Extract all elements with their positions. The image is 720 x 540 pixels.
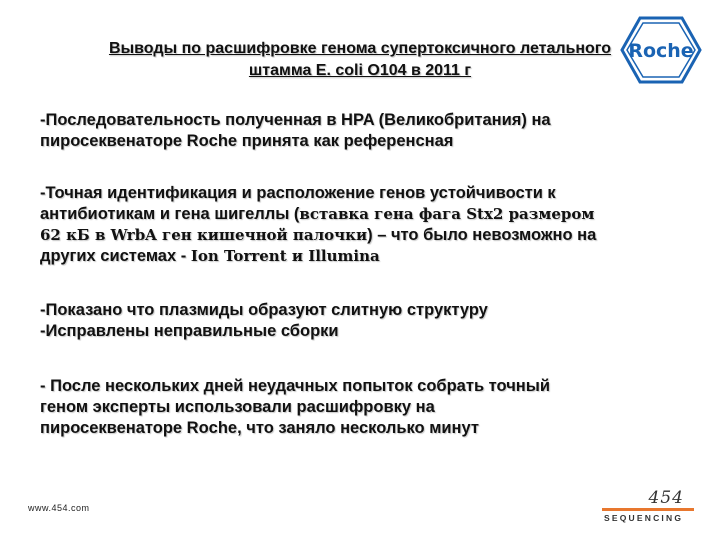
slide-title (30, 38, 690, 82)
paragraph-experts (40, 376, 690, 439)
p2-line-2b: вставка гена фага Stx2 размером (299, 205, 595, 223)
p2-line-1: -Точная идентификация и расположение генов устойчивости к (40, 184, 556, 202)
p3-line-1: -Показано что плазмиды образуют слитную структуру (40, 301, 488, 319)
paragraph-resistance-genes (40, 183, 690, 267)
title-line-1: Выводы по расшифровке генома супертоксичного летального (108, 40, 612, 57)
p2-line-3 (40, 225, 690, 246)
p2-line-4 (40, 246, 690, 267)
paragraph-plasmids (40, 300, 690, 342)
title-line-2: штамма E. coli O104 в 2011 г (248, 62, 472, 79)
brand-accent-bar (602, 508, 694, 511)
p3-line-2: -Исправлены неправильные сборки (40, 322, 339, 340)
p2-line-2 (40, 204, 690, 225)
p4-line-1: - После нескольких дней неудачных попыток собрать точный (40, 377, 550, 395)
p2-line-3b: ) – что было невозможно на (367, 226, 597, 244)
p4-line-2: геном эксперты использовали расшифровку на (40, 398, 435, 416)
brand-number: 454 (648, 488, 684, 508)
p1-line-1: -Последовательность полученная в HPA (Великобритания) на (40, 111, 551, 129)
p1-line-2: пиросеквенаторе Roche принята как референсная (40, 132, 454, 150)
p2-line-4a: других системах - (40, 247, 191, 265)
paragraph-reference-genome (40, 110, 690, 152)
brand-454-sequencing-logo (598, 488, 698, 524)
roche-logo (620, 14, 702, 86)
brand-word: SEQUENCING (604, 513, 684, 523)
p2-line-3a: 62 кБ в WrbA ген кишечной палочки (40, 226, 368, 244)
roche-logo-text: Roche (628, 40, 694, 62)
footer-url: www.454.com (28, 503, 90, 513)
p2-line-4b: Ion Torrent и Illumina (190, 247, 380, 265)
p2-line-2a: антибиотикам и гена шигеллы ( (40, 205, 300, 223)
p4-line-3: пиросеквенаторе Roche, что заняло несколько минут (40, 419, 479, 437)
